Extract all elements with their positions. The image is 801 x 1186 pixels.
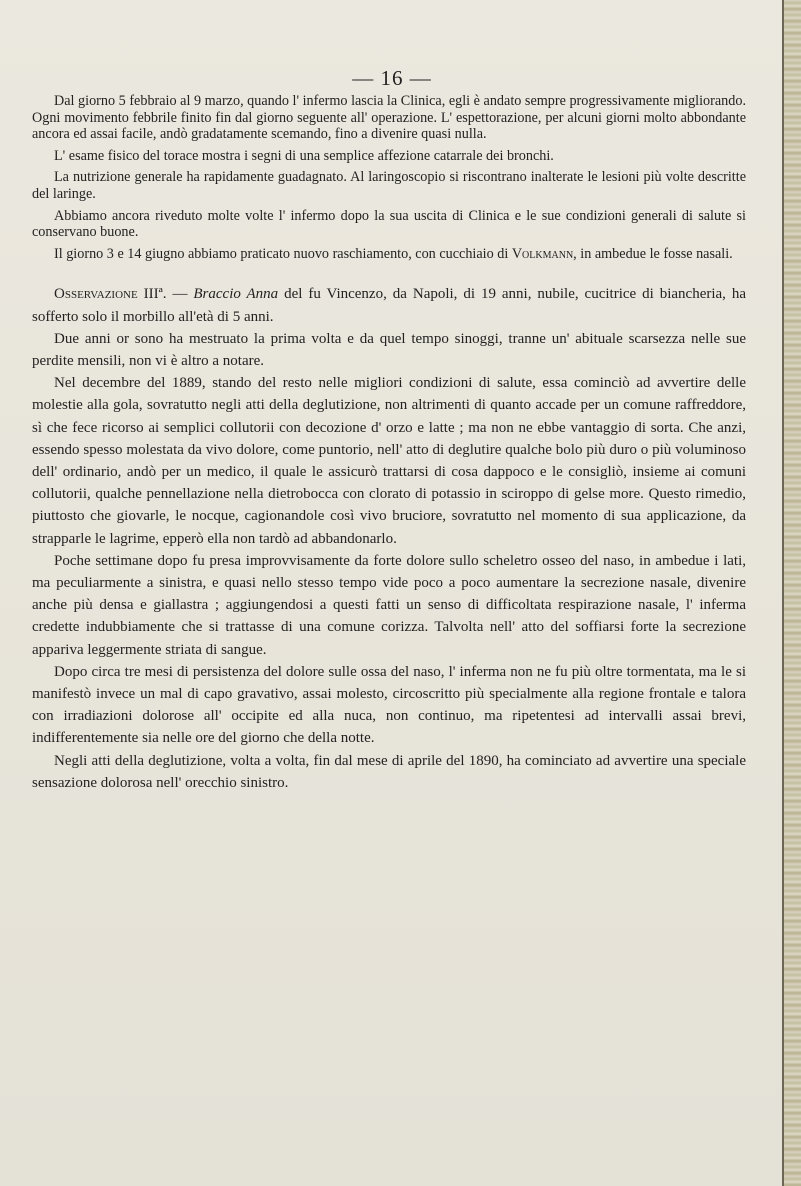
paragraph: Nel decembre del 1889, stando del resto nelle migliori condizioni di salute, essa cominciò ad avvertire delle molestie alla gola, sovratutto negli atti della deglutizione, non altrimenti di quanto accade per un comune raffreddore, sì che fece ricorso ai semplici collutorii con decozione d' orzo e latte ; ma non ne ebbe vantaggio di sorta. Che anzi, essendo spesso molestata da vivo dolore, come puntorio, nell' atto di deglutire qualche bolo più duro o più voluminoso dell' ordinario, andò per un medico, il quale le assicurò trattarsi di cosa dappoco e le consigliò, insieme ai comuni collutorii, qualche pennellazione nella dietrobocca con clorato di potassio in sciroppo di gelse more. Questo rimedio, piuttosto che giovarle, le nocque, cagionandole così vivo bruciore, sovratutto nel momento di sua applicazione, da strapparle le lagrime, epperò ella non tardò ad abbandonarlo. (32, 375, 746, 547)
text-run: — (166, 286, 194, 303)
observation-heading-paragraph (32, 283, 746, 327)
page-edge (782, 0, 801, 1186)
text-run: del fu Vincenzo, da Napoli, di 19 anni, nubile, cucitrice di biancheria, ha sofferto solo il morbillo all'età di 5 anni. (32, 286, 747, 325)
observation-label: Osservazione (54, 286, 138, 303)
paragraph: Abbiamo ancora riveduto molte volte l' infermo dopo la sua uscita di Clinica e le sue condizioni generali di salute si conservano buone. (32, 207, 746, 241)
paragraph: Dal giorno 5 febbraio al 9 marzo, quando l' infermo lascia la Clinica, egli è andato sempre progressivamente migliorando. Ogni movimento febbrile finito fin dal giorno seguente all' operazione. L' espettorazione, per alcuni giorni molto abbondante ancora ed assai facile, andò gradatamente scemando, fino a divenire quasi nulla. (32, 93, 746, 143)
paragraph: Poche settimane dopo fu presa improvvisamente da forte dolore sullo scheletro osseo del naso, in ambedue i lati, ma peculiarmente a sinistra, e quasi nello stesso tempo vide poco a poco aumentare la secrezione nasale, divenire anche più densa e giallastra ; aggiungendosi a questi fatti un senso di difficoltata respirazione nasale, l' inferma credette indubbiamente che si trattasse di una comune corizza. Talvolta nell' atto del soffiarsi forte la secrezione appariva leggermente striata di sangue. (32, 552, 746, 658)
paragraph: La nutrizione generale ha rapidamente guadagnato. Al laringoscopio si riscontrano inalterate le lesioni più volte descritte del laringe. (32, 169, 746, 202)
observation-number: IIIª. (143, 286, 167, 303)
paragraph: Dopo circa tre mesi di persistenza del dolore sulle ossa del naso, l' inferma non ne fu più oltre tormentata, ma le si manifestò invece un mal di capo gravativo, assai molesto, circoscritto più specialmente alla regione frontale e talora con irradiazioni dolorose all' occipite ed alla nuca, non continuo, ma ripetentesi ad intervalli assai brevi, indifferentemente sia nelle ore del giorno che della notte. (32, 663, 746, 747)
patient-name: Braccio Anna (193, 286, 279, 303)
paragraph: Negli atti della deglutizione, volta a volta, fin dal mese di aprile del 1890, ha cominciato ad avvertire una speciale sensazione dolorosa nell' orecchio sinistro. (32, 752, 746, 791)
text-run: , in ambedue le fosse nasali. (573, 245, 733, 262)
case-followup-section (32, 93, 746, 262)
page-body (32, 93, 746, 794)
text-run: Il giorno 3 e 14 giugno abbiamo praticato nuovo raschiamento, con cucchiaio di (54, 245, 512, 262)
paragraph: Due anni or sono ha mestruato la prima volta e da quel tempo sinoggi, tranne un' abituale scarsezza nelle sue perdite mensili, non vi è altro a notare. (32, 330, 746, 369)
paragraph (32, 246, 746, 263)
author-name: Volkmann (511, 245, 574, 262)
paragraph: L' esame fisico del torace mostra i segni di una semplice affezione catarrale dei bronchi. (54, 147, 554, 164)
observation-section (32, 283, 746, 794)
page-number: — 16 — (352, 66, 432, 90)
